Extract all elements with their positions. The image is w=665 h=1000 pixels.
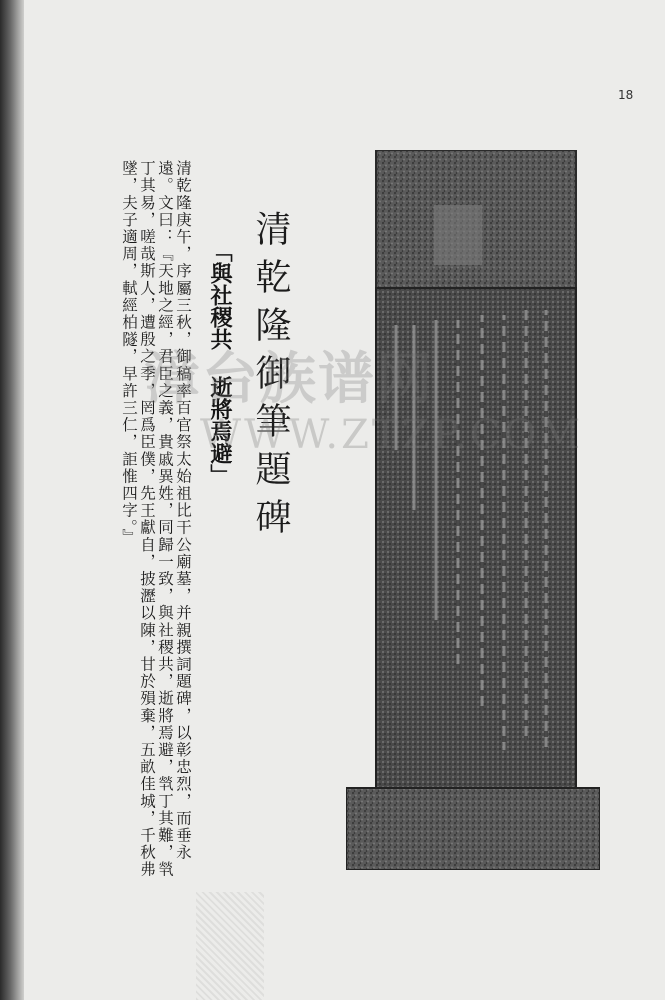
- book-spine-shadow: [0, 0, 24, 1000]
- watermark-url: WWW.ZTZP.COM: [200, 412, 584, 458]
- page-subtitle: 「與社稷共 逝將焉避」: [207, 240, 233, 486]
- book-page: [24, 0, 665, 1000]
- body-text: 清乾隆庚午，序屬三秋，御稿率百官祭太始祖比干公廟墓，并親撰詞題碑，以彰忠烈，而垂永遠。文曰：『天地之經，君臣之義，貴戚異姓，同歸一致，與社稷共，逝將焉避，㷀丁其難，㷀丁其易，嗟哉斯人，遭殷之季，罔爲臣僕，先王獻自，披瀝以陳，甘於殞棄，五畝佳城，千秋弗墜，夫子適周，軾經柏隧，早許三仁，詎惟四字。』: [120, 160, 192, 879]
- page-title: 清乾隆御筆題碑: [250, 210, 291, 546]
- faint-stamp-mark: [196, 892, 264, 1000]
- watermark: 漳台族谱网: [144, 347, 434, 412]
- stele-rubbing-image: [346, 150, 600, 870]
- page-number: 18: [618, 88, 634, 102]
